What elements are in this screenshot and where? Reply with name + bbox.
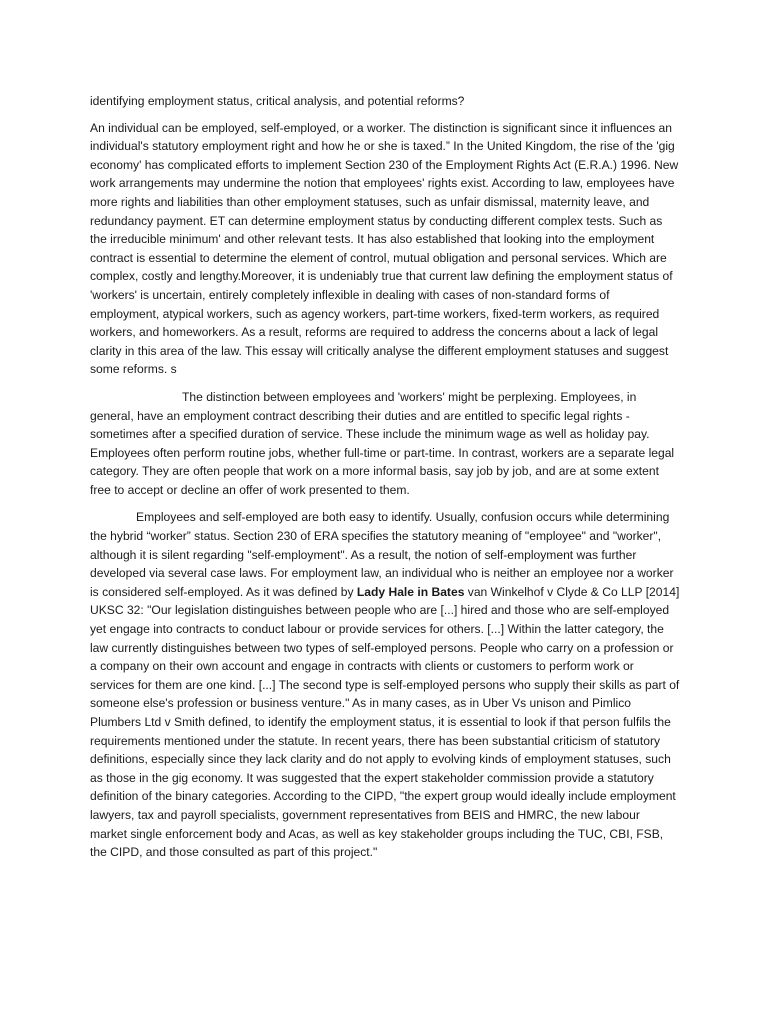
paragraph-employees-vs-workers: The distinction between employees and 'workers' might be perplexing. Employees, in general, have an employment contract describing their duties and are entitled to specific legal rights - sometimes after a specified duration of service. These include the minimum wage as well as holiday pay. Employees often perform routine jobs, whether full-time or part-time. In contrast, workers are a separate legal category. They are often people that work on a more informal basis, say job by job, and are at some extent free to accept or decline an offer of work presented to them. <box>90 389 675 497</box>
paragraph-intro: An individual can be employed, self-employed, or a worker. The distinction is significant since it influences an individual's statutory employment right and how he or she is taxed.” In the United Kingdom, the rise of the 'gig economy' has complicated efforts to implement Section 230 of the Employment Rights Act (E.R.A.) 1996. New work arrangements may undermine the notion that employees' rights exist. According to law, employees have more rights and liabilities than other employment statuses, such as unfair dismissal, maternity leave, and redundancy payment. ET can determine employment status by conducting different complex tests. Such as the irreducible minimum' and other relevant tests. It has also established that looking into the employment contract is essential to determine the element of control, mutual obligation and personal services. Which are complex, costly and lengthy.Moreover, it is undeniably true that current law defining the employment status of 'workers' is uncertain, entirely completely inflexible in dealing with cases of non-standard forms of employment, atypical workers, such as agency workers, part-time workers, fixed-term workers, as required workers, and homeworkers. As a result, reforms are required to address the concerns about a lack of legal clarity in this area of the law. This essay will critically analyse the different employment statuses and suggest some reforms. s <box>90 120 679 377</box>
paragraph-self-employment-text-2: van Winkelhof v Clyde & Co LLP [2014] UKSC 32: "Our legislation distinguishes between people who are [...] hired and those who are self-employed yet engage into contracts to conduct labour or provide services for others. [...] Within the latter category, the law currently distinguishes between two types of self-employed persons. People who carry on a profession or a company on their own account and engage in contracts with clients or customers to perform work or services for them are one kind. [...] The second type is self-employed persons who supply their skills as part of someone else's profession or business venture." As in many cases, as in Uber Vs unison and Pimlico Plumbers Ltd v Smith defined, to identify the employment status, it is essential to look if that person fulfils the requirements mentioned under the statute. In recent years, there has been substantial criticism of statutory definitions, especially since they lack clarity and do not apply to evolving kinds of employment statuses, such as those in the gig economy. It was suggested that the expert stakeholder commission provide a statutory definition of the binary categories. According to the CIPD, "the expert group would ideally include employment lawyers, tax and payroll specialists, government representatives from BEIS and HMRC, the new labour market single enforcement body and Acas, as well as key stakeholder groups including the TUC, CBI, FSB, the CIPD, and those consulted as part of this project." <box>90 584 680 860</box>
case-author-bold: Lady Hale in Bates <box>356 584 465 599</box>
document-heading: identifying employment status, critical analysis, and potential reforms? <box>90 94 465 108</box>
paragraph-self-employment <box>90 508 680 861</box>
paragraph-self-employment-text-1: Employees and self-employed are both easy to identify. Usually, confusion occurs while determining the hybrid “worker” status. Section 230 of ERA specifies the statutory meaning of "employee" and "worker", although it is silent regarding "self-employment". As a result, the notion of self-employment was further developed via several case laws. For employment law, an individual who is neither an employee nor a worker is considered self-employed. As it was defined by <box>90 510 674 599</box>
